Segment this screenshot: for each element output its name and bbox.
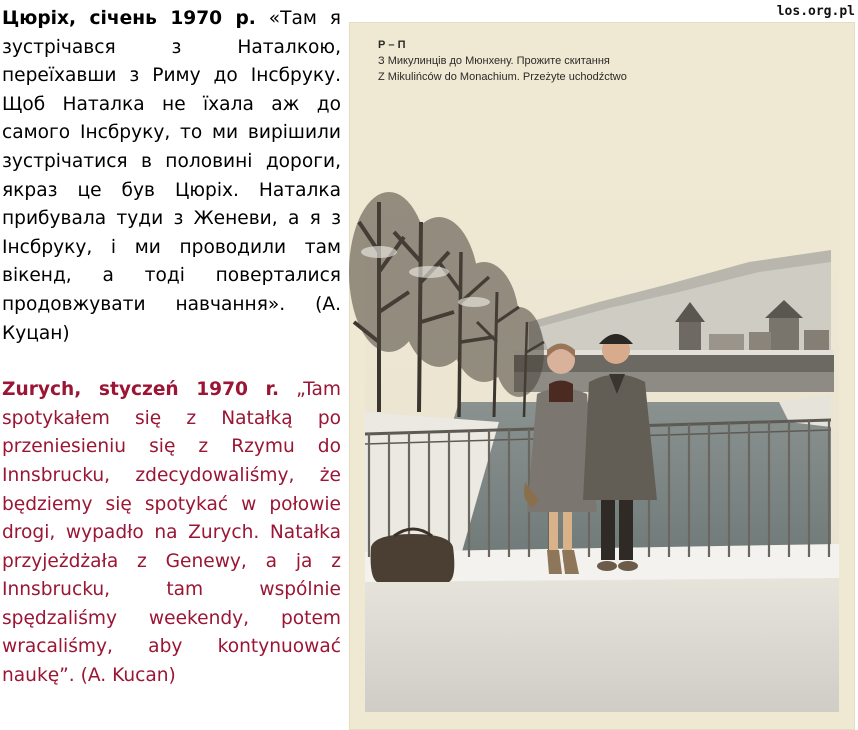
polish-heading: Zurych, styczeń 1970 r. [2, 379, 280, 401]
ukrainian-heading: Цюріх, січень 1970 р. [2, 8, 256, 29]
caption-line-polish: Z Mikulińców do Monachium. Przeżyte uchodźctwo [378, 71, 627, 83]
photo [349, 22, 855, 730]
snowy-ground [365, 562, 839, 712]
polish-paragraph [2, 376, 341, 691]
ukrainian-body: «Там я зустрічався з Наталкою, переїхавши з Риму до Інсбруку. Щоб Наталка не їхала аж до самого Інсбруку, то ми вирішили зустрічатися в половині дороги, якраз це був Цюріх. Наталка прибувала туди з Женеви, а я з Інсбруку, і ми проводили там вікенд, а тоді поверталися продовжувати навчання». (А. Куцан) [2, 8, 341, 344]
photo-card [349, 22, 855, 730]
caption-line-ukrainian: З Микулинців до Мюнхену. Прожите скитання [378, 55, 610, 67]
site-watermark[interactable]: los.org.pl [776, 4, 855, 19]
text-column [2, 5, 341, 691]
caption-code: Р – П [378, 39, 406, 51]
ukrainian-paragraph [2, 5, 341, 348]
polish-body: „Tam spotykałem się z Natałką po przeniesieniu się z Rzymu do Innsbrucku, zdecydowaliśmy, że będziemy się spotykać w połowie drogi, wypadło na Zurych. Natałka przyjeżdżała z Genewy, a ja z Innsbrucku, tam wspólnie spędzaliśmy weekendy, potem wracaliśmy, aby kontynuować naukę”. (A. Kucan) [2, 379, 341, 687]
card-caption [378, 38, 838, 85]
